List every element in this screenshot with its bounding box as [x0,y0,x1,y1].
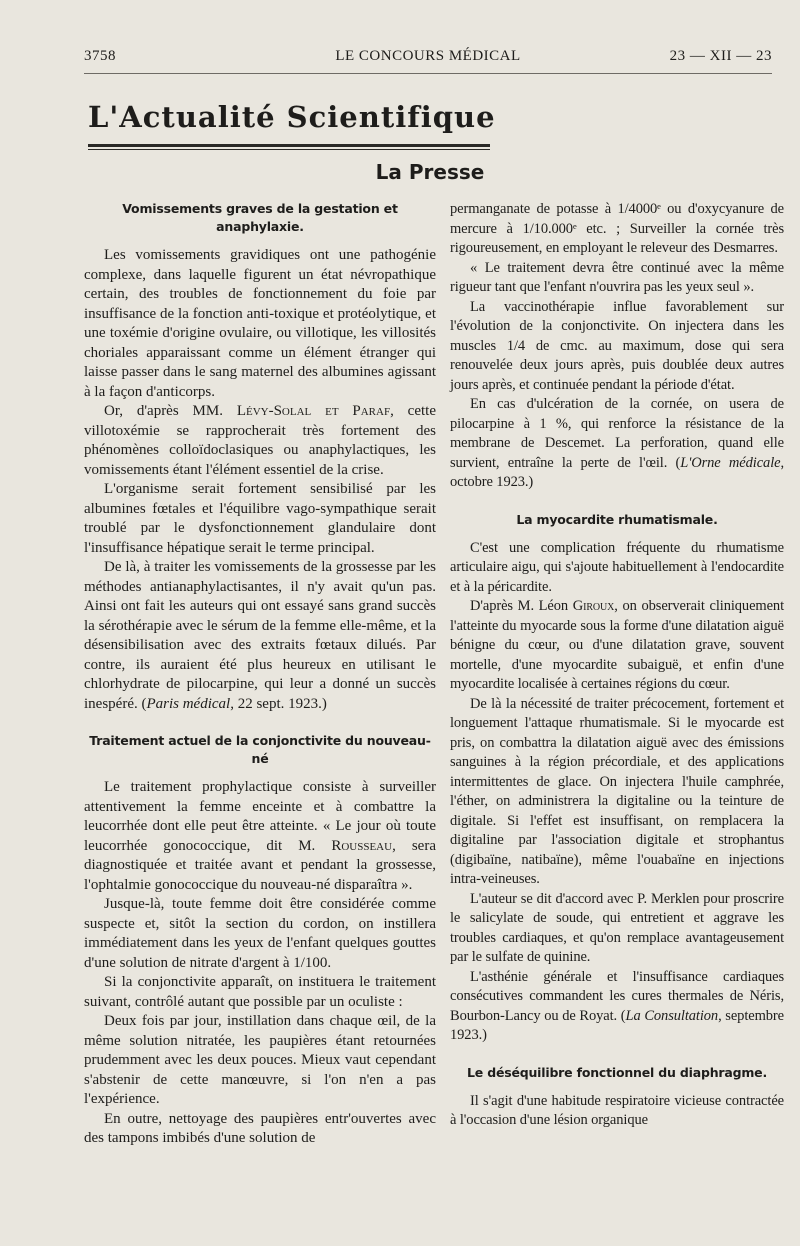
paragraph: Deux fois par jour, instillation dans chaque œil, de la même solution nitratée, les paupières étant retournées prudemment avec les deux pouces. Mieux vaut cependant s'abstenir de cette manœuvre, si l'on n'en a pas l'expérience. [84,1013,436,1107]
paragraph: C'est une complication fréquente du rhumatisme articulaire aigu, qui s'ajoute habituellement à l'endocardite et à la péricardite. [450,539,784,595]
article-title: Le déséquilibre fonctionnel du diaphragme. [467,1064,767,1080]
paragraph: D'après M. Léon Giroux, on observerait cliniquement l'atteinte du myocarde sous la forme d'une dilatation aiguë bénigne du cœur, ou d'une dilatation grave, souvent mortelle, d'une myocardite subaiguë, et enfin d'une myocardite localisée à certaines régions du cœur. [450,598,784,692]
author-name: Rousseau [331,837,393,854]
section-rule-thin [88,149,490,150]
section-title: L'Actualité Scientifique [88,100,496,134]
paragraph: Il s'agit d'une habitude respiratoire vicieuse contractée à l'occasion d'une lésion organique [450,1092,784,1128]
article-title: La myocardite rhumatismale. [516,511,718,527]
article-title: Vomissements graves de la gestation et anaphylaxie. [122,201,398,234]
paragraph: L'organisme serait fortement sensibilisé par les albumines fœtales et l'équilibre vago-sympathique serait troublé par le dysfonctionnement glandulaire dont l'insuffisance hépatique serait le terme principal. [84,481,436,556]
column-right [450,200,784,1131]
paragraph: Le traitement prophylactique consiste à surveiller attentivement la femme enceinte et à combattre la leucorrhée dont elle peut être atteinte. « Le jour où toute leucorrhée gonococcique, dit M. Rousseau, sera diagnostiquée et traitée avant et pendant la grossesse, l'ophtalmie gonococcique du nouveau-né disparaîtra ». [84,779,436,893]
paragraph: Jusque-là, toute femme doit être considérée comme suspecte et, sitôt la section du cordon, on instillera immédiatement dans les yeux de l'enfant quelques gouttes d'une solution de nitrate d'argent à 1/100. [84,896,436,971]
paragraph: Or, d'après MM. Lévy-Solal et Paraf, cette villotoxémie se rapprocherait très fortement des phénomènes colloïdoclasiques ou anaphylactiques, les vomissements étant l'élément essentiel de la crise. [84,403,436,478]
section-rule [88,144,490,147]
paragraph: De là la nécessité de traiter précocement, fortement et longuement l'attaque rhumatismale. Si le myocarde est pris, on combattra la dilatation aiguë avec des émissions sanguines à la région précordiale, et des applications intermittentes de glace. On injectera l'huile camphrée, l'éther, on administrera la digitaline ou la teinture de digitale. Si l'effet est insuffisant, on remplacera la digitaline par l'association digitale et strophantus (digibaïne, natibaïne), même l'ouabaïne en injections intra-veineuses. [450,695,784,887]
paragraph: La vaccinothérapie influe favorablement sur l'évolution de la conjonctivite. On injectera dans les muscles 1/4 de cmc. au maximum, dose qui sera renouvelée deux jours après, puis doublée deux autres jours après, et continuée pendant la période d'état. [450,298,784,393]
paragraph: En outre, nettoyage des paupières entr'ouvertes avec des tampons imbibés d'une solution de [84,1110,436,1146]
issue-date: 23 — XII — 23 [669,48,772,64]
author-name: Giroux [572,598,615,614]
source-citation: Paris médical [146,695,231,712]
author-names: Lévy-Solal et Paraf [236,403,391,419]
paragraph: L'asthénie générale et l'insuffisance cardiaques consécutives commandent les cures thermales de Néris, Bourbon-Lancy ou de Royat. (La Consultation, septembre 1923.) [450,968,784,1043]
source-citation: L'Orne médicale [680,454,781,471]
paragraph: En cas d'ulcération de la cornée, on usera de pilocarpine à 1 %, qui renforce la résistance de la membrane de Descemet. La perforation, quand elle survient, entraîne la perte de l'œil. (L'Orne médicale, octobre 1923.) [450,396,784,490]
paragraph: Les vomissements gravidiques ont une pathogénie complexe, dans laquelle figurent un état névropathique certain, des troubles de fonctionnement du foie par insuffisance de la fonction anti-toxique et protéolytique, et une toxémie d'origine ovulaire, ou villotique, les villosités choriales apparaissant comme un élément étranger qui laisse passer dans le sang maternel des albumines agissant à la façon d'anticorps. [84,247,436,400]
source-citation: La Consultation [625,1007,719,1024]
column-left [84,200,436,1149]
paragraph-continued: permanganate de potasse à 1/4000ᵉ ou d'oxycyanure de mercure à 1/10.000ᵉ etc. ; Surveiller la cornée très rigoureusement, en employant le releveur des Desmarres. [450,201,784,256]
journal-title: LE CONCOURS MÉDICAL [335,48,521,64]
paragraph: De là, à traiter les vomissements de la grossesse par les méthodes antianaphylactisantes, il n'y avait qu'un pas. Ainsi ont fait les auteurs qui ont essayé sans grand succès la sérothérapie avec le sérum de la femme elle-même, et la désensibilisation avec des extraits fœtaux dilués. Par contre, ils auraient été plus heureux en utilisant le chlorhydrate de pilocarpine, qui leur a donné un succès inespéré. (Paris médical, 22 sept. 1923.) [84,559,436,712]
header-rule [84,73,772,74]
paragraph: « Le traitement devra être continué avec la même rigueur tant que l'enfant n'ouvrira pas les yeux seul ». [450,259,784,295]
paragraph: Si la conjonctivite apparaît, on instituera le traitement suivant, contrôlé autant que possible par un oculiste : [84,974,436,1010]
paragraph: L'auteur se dit d'accord avec P. Merklen pour proscrire le salicylate de soude, qui entretient et aggrave les troubles cardiaques, et qu'on remplace avantageusement par le sulfate de quinine. [450,890,784,965]
page-number: 3758 [84,48,116,64]
article-title: Traitement actuel de la conjonctivite du nouveau-né [89,733,431,766]
press-title: La Presse [375,160,485,184]
running-head [84,48,772,70]
